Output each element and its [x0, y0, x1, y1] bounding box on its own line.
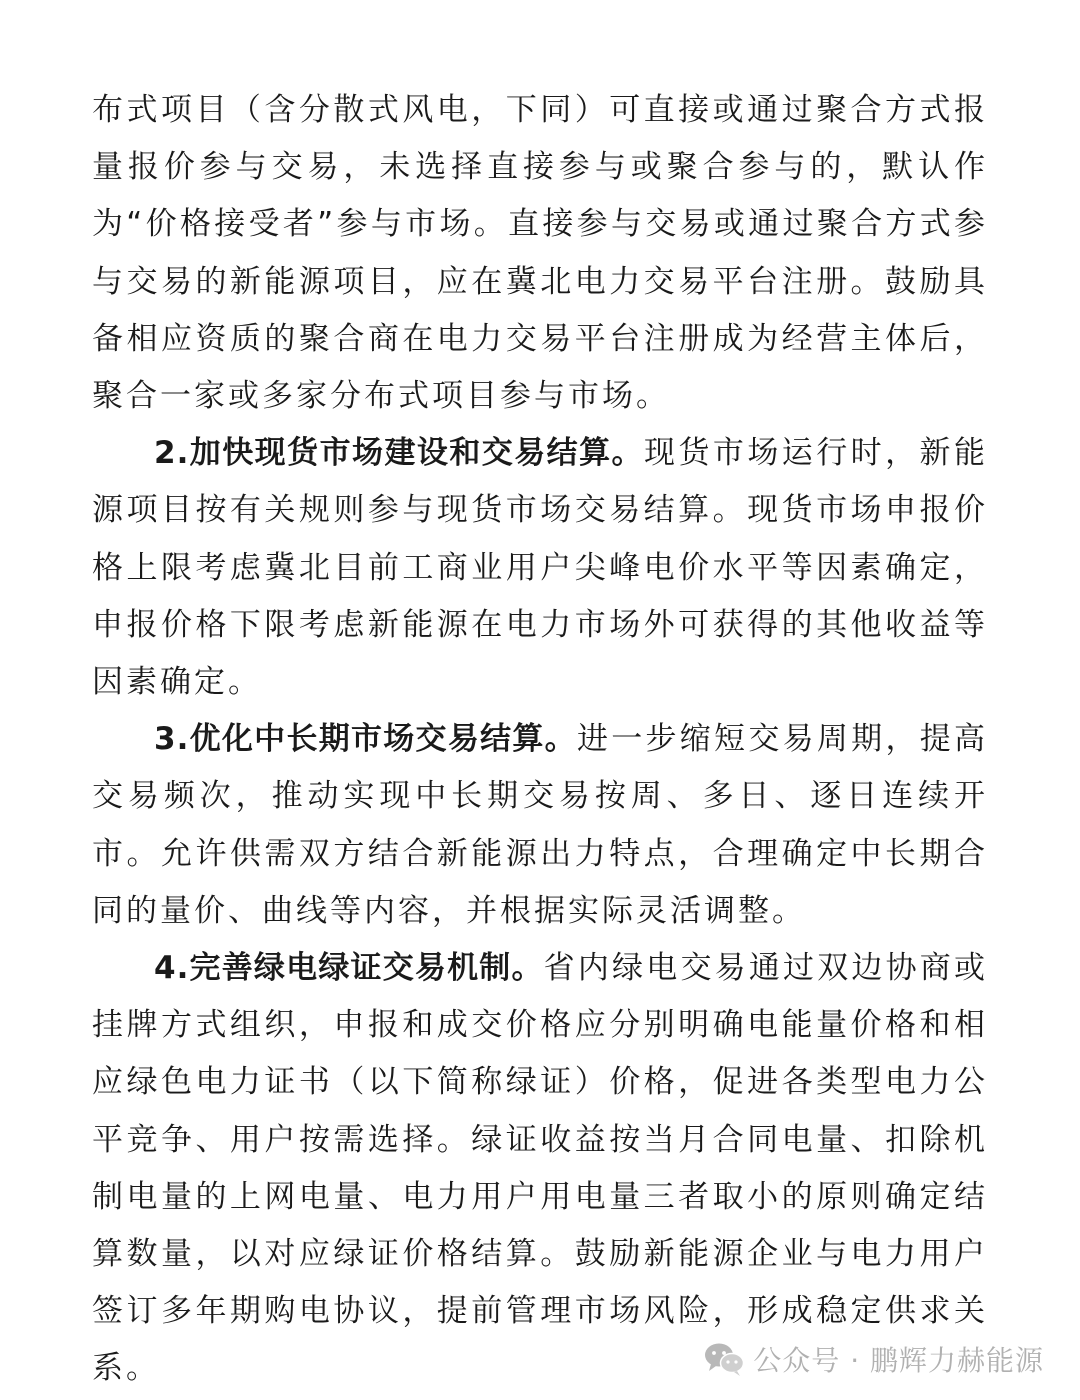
paragraph-continuation [92, 82, 988, 425]
paragraph-text: 布式项目（含分散式风电，下同）可直接或通过聚合方式报量报价参与交易，未选择直接参与或聚合参与的，默认作为“价格接受者”参与市场。直接参与交易或通过聚合方式参与交易的新能源项目，应在冀北电力交易平台注册。鼓励具备相应资质的聚合商在电力交易平台注册成为经营主体后，聚合一家或多家分布式项目参与市场。 [92, 92, 988, 415]
wechat-icon [703, 1341, 745, 1377]
paragraph-medium-long-term [92, 711, 988, 940]
document-body [92, 82, 988, 1398]
paragraph-heading: 2.加快现货市场建设和交易结算。 [154, 435, 644, 472]
paragraph-text: 省内绿电交易通过双边协商或挂牌方式组织，申报和成交价格应分别明确电能量价格和相应绿色电力证书（以下简称绿证）价格，促进各类型电力公平竞争、用户按需选择。绿证收益按当月合同电量、扣除机制电量的上网电量、电力用户用电量三者取小的原则确定结算数量，以对应绿证价格结算。鼓励新能源企业与电力用户签订多年期购电协议，提前管理市场风险，形成稳定供求关系。 [92, 950, 988, 1387]
paragraph-heading: 4.完善绿电绿证交易机制。 [154, 950, 544, 987]
paragraph-green-certificate [92, 940, 988, 1398]
watermark-text: 公众号 · 鹏辉力赫能源 [753, 1344, 1044, 1377]
paragraph-text: 进一步缩短交易周期，提高交易频次，推动实现中长期交易按周、多日、逐日连续开市。允许供需双方结合新能源出力特点，合理确定中长期合同的量价、曲线等内容，并根据实际灵活调整。 [92, 721, 988, 929]
paragraph-text: 现货市场运行时，新能源项目按有关规则参与现货市场交易结算。现货市场申报价格上限考虑冀北目前工商业用户尖峰电价水平等因素确定，申报价格下限考虑新能源在电力市场外可获得的其他收益等因素确定。 [92, 435, 988, 701]
paragraph-spot-market [92, 425, 988, 711]
watermark [703, 1339, 1044, 1379]
paragraph-heading: 3.优化中长期市场交易结算。 [154, 721, 577, 758]
